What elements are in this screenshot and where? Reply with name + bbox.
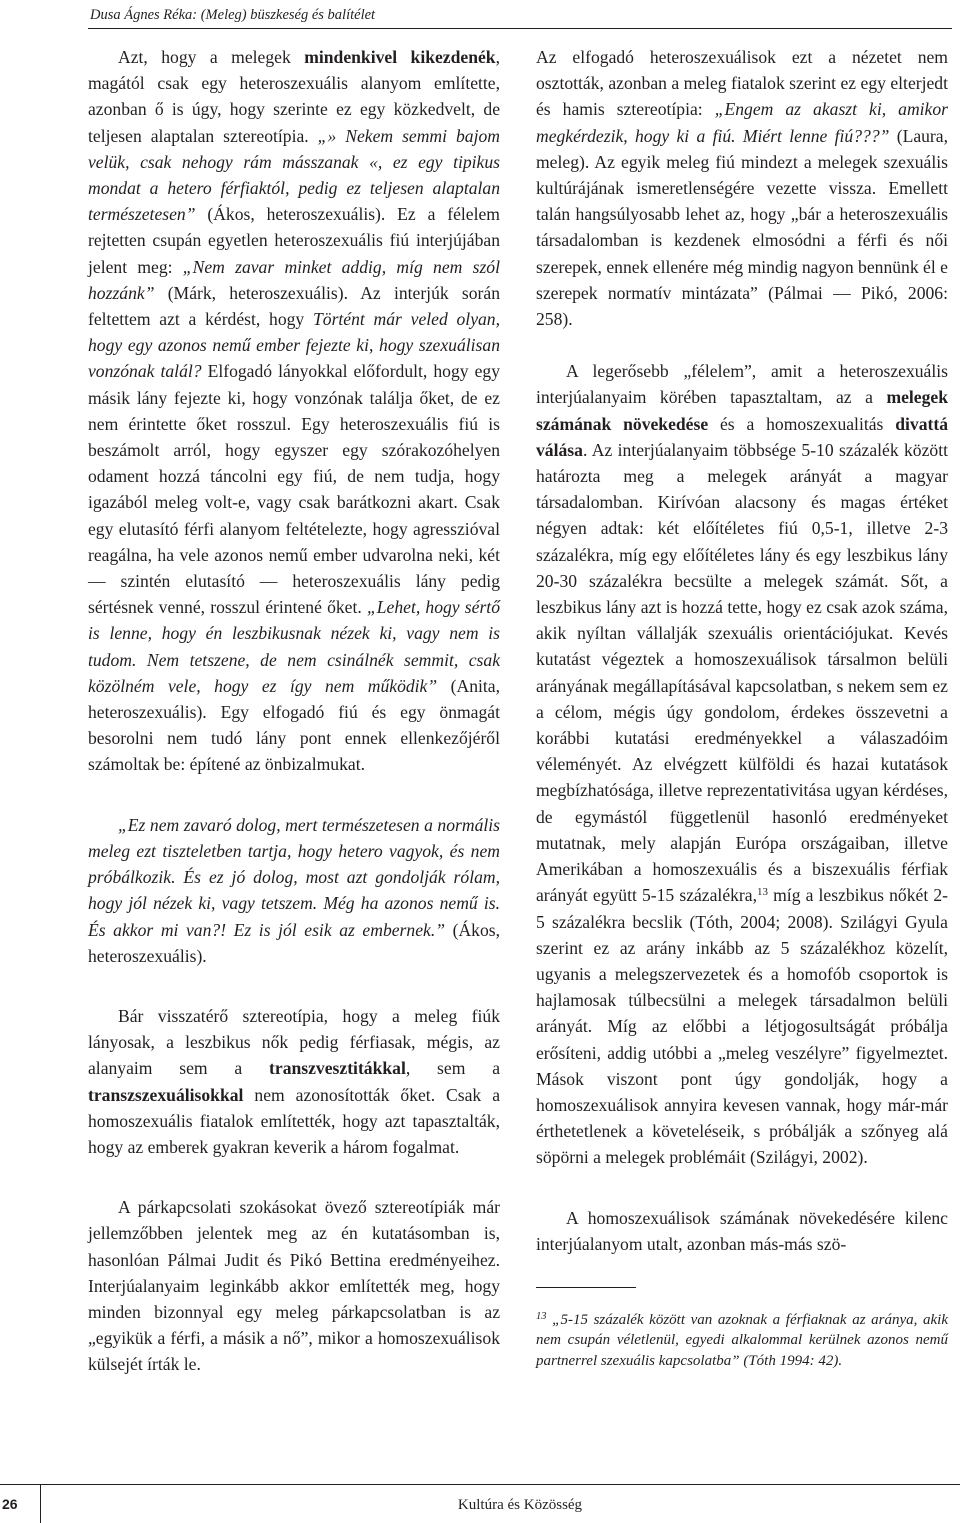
footnote-number: 13 [536,1311,547,1322]
header-rule [88,28,952,29]
paragraph: Bár visszatérő sztereotípia, hogy a meleg fiúk lányosak, a leszbikus nők pedig férfiasak, mégis, az alanyaim sem a transzvesztitákkal, sem a transzszexuálisokkal nem azonosították őket. Csak a homoszexuális fiatalok említették, hogy azt tapasztalták, hogy az emberek gyakran keverik a három fogalmat. [88,1005,500,1157]
footer-rule [0,1484,960,1485]
left-column [88,44,500,1378]
paragraph: Azt, hogy a melegek mindenkivel kikezdenék, magától csak egy heteroszexuális alanyom említette, azonban ő is úgy, hogy szerinte ez egy közkedvelt, de teljesen alaptalan sztereotípia. „» Nekem semmi bajom velük, csak nehogy rám másszanak «, ez egy tipikus mondat a hetero férfiaktól, pedig ez teljesen alaptalan természetesen” (Ákos, heteroszexuális). Ez a félelem rejtetten csupán egyetlen heteroszexuális fiú interjújában jelent meg: „Nem zavar minket addig, míg nem szól hozzánk” (Márk, heteroszexuális). Az interjúk során feltettem azt a kérdést, hogy Történt már veled olyan, hogy egy azonos nemű ember fejezte ki, hogy szexuálisan vonzónak talál? Elfogadó lányokkal előfordult, hogy egy másik lány fejezte ki, hogy vonzónak találja őket, de ez nem érintette őket rosszul. Egy heteroszexuális fiú is beszámolt arról, hogy egyszer egy szórakozóhelyen odament hozzá táncolni egy fiú, de nem tudja, hogy igazából meleg volt-e, vagy csak barátkozni akart. Csak egy elutasító férfi alanyom feltételezte, hogy agresszióval reagálna, ha vele azonos nemű ember udvarolna neki, két — szintén elutasító — heteroszexuális lány pedig sértésnek venné, rosszul érintené őket. „Lehet, hogy sértő is lenne, hogy én leszbikusnak nézek ki, vagy nem is tudom. Nem tetszene, de nem csinálnék semmit, csak közölném vele, hogy ez így nem működik” (Anita, heteroszexuális). Egy elfogadó fiú és egy önmagát besorolni nem tudó lány pont ennek ellenkezőjéről számoltak be: építené az önbizalmukat. [88,47,500,775]
right-column [536,44,948,1257]
page-number: 26 [2,1496,18,1512]
journal-name: Kultúra és Közösség [457,1497,583,1513]
block-quote: „Ez nem zavaró dolog, mert természetesen a normális meleg ezt tiszteletben tartja, hogy hetero vagyok, és nem próbálkozik. És ez jó dolog, most azt gondolják rólam, hogy jól nézek ki, vagy tetszem. Még ha azonos nemű is. És akkor mi van?! Ez is jól esik az embernek.” (Ákos, heteroszexuális). [88,814,500,966]
paragraph: A párkapcsolati szokásokat övező sztereotípiák már jellemzőbben jelentek meg az én kutatásomban is, hasonlóan Pálmai Judit és Pikó Bettina eredményeihez. Interjúalanyaim leginkább akkor említették meg, hogy minden bizonnyal egy meleg párkapcsolatban is az „egyikük a férfi, a másik a nő”, mikor a homoszexuálisok külsejét írták le. [88,1197,500,1375]
footnote-text: „5-15 százalék között van azoknak a férfiaknak az aránya, akik nem csupán véletlenül, egyedi alkalommal kerülnek azonos nemű partnerrel szexuális kapcsolatba” (Tóth 1994: 42). [536,1312,948,1369]
footnote [536,1310,948,1371]
paragraph: Az elfogadó heteroszexuálisok ezt a nézetet nem osztották, azonban a meleg fiatalok szerint ez egy elterjedt és hamis sztereotípia: „Engem az akaszt ki, amikor megkérdezik, hogy ki a fiú. Miért lenne fiú???” (Laura, meleg). Az egyik meleg fiú mindezt a melegek szexuális kultúrájának ismeretlenségére vezette vissza. Emellett talán hangsúlyosabb lehet az, hogy „bár a heteroszexuális társadalomban is kezdenek elmosódni a férfi és női szerepek, ennek ellenére még mindig nagyon bennünk él e szerepek normatív mintázata” (Pálmai — Pikó, 2006: 258). [536,47,948,330]
footnote-ref: 13 [757,886,768,899]
running-head: Dusa Ágnes Réka: (Meleg) büszkeség és balítélet [90,7,376,23]
paragraph: A legerősebb „félelem”, amit a heteroszexuális interjúalanyaim körében tapasztaltam, az a melegek számának növekedése és a homoszexualitás divattá válása. Az interjúalanyaim többsége 5-10 százalék között határozta meg a melegek arányát a magyar társadalomban. Kirívóan alacsony és magas értéket négyen adtak: két előítéletes fiú 0,5-1, illetve 2-3 százalékra, míg egy előítéletes lány és egy leszbikus lány 20-30 százalékra becsülte a melegek számát. Sőt, a leszbikus lány azt is hozzá tette, hogy ez csak azok száma, akik nyíltan vállalják szexuális orientációjukat. Kevés kutatást végeztek a homoszexuálisok társalmon belüli arányának megállapításával kapcsolatban, s nekem sem ez a célom, mégis úgy gondolom, érdekes összevetni a korábbi kutatási eredményekkel a válaszadóim véleményét. Az elvégzett külföldi és hazai kutatások megbízhatósága, illetve reprezentativitása ugyan kérdéses, de egymástól függetlenül hasonló eredményeket mutatnak, mely alapján Európa országaiban, illetve Amerikában a homoszexuális és a biszexuális férfiak arányát együtt 5-15 százalékra,$^{13}$ míg a leszbikus nőkét 2-5 százalékra becslik (Tóth, 2004; 2008). Szilágyi Gyula szerint ez az arány inkább az 5 százalékhoz közelít, ugyanis a melegszervezetek és a homofób csoportok is hajlamosak túlbecsülni a melegek társadalmon belüli arányát. Míg az előbbi a létjogosultságát próbálja erősíteni, addig utóbbi a „meleg veszélyre” figyelmeztet. Mások viszont pont úgy gondolják, hogy a homoszexuálisok annyira kevesen vannak, hogy már-már érthetetlenek a követeléseik, s próbálják a szőnyeg alá söpörni a melegek problémáit (Szilágyi, 2002). [536,361,948,1168]
footnote-rule [536,1287,636,1288]
paragraph: A homoszexuálisok számának növekedésére kilenc interjúalanyom utalt, azonban más-más szö- [536,1207,948,1254]
